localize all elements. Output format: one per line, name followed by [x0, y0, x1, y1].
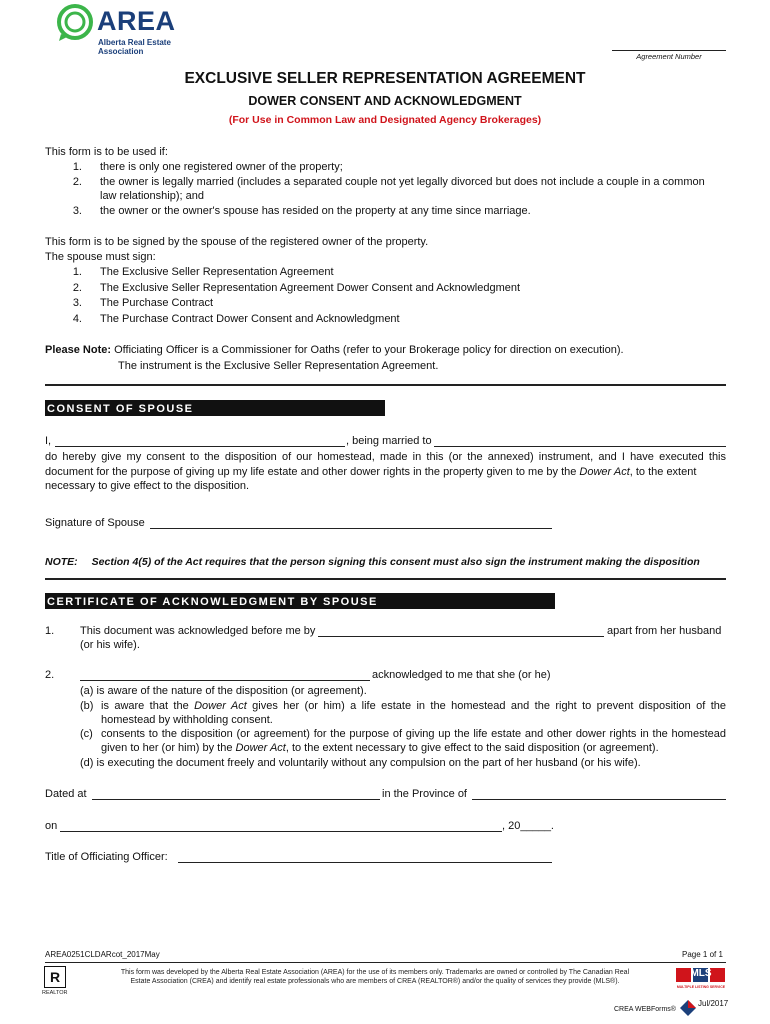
logo-word: AREA — [97, 6, 176, 36]
signing-item-3 — [62, 297, 213, 309]
usage-item-3 — [62, 205, 531, 217]
signing-item-4-number: 4. — [72, 313, 82, 325]
signing-item-3-number: 3. — [72, 297, 82, 309]
cert-sub-d-label: (d) — [80, 757, 94, 769]
cert-sub-a-text: is aware of the nature of the disposition (or agreement). — [96, 685, 367, 697]
consent-line-1a: I, — [45, 435, 52, 447]
owner-name-field[interactable] — [434, 446, 726, 447]
acknowledged-before-field[interactable] — [318, 636, 604, 637]
mls-logo-text — [676, 968, 726, 982]
usage-item-1-number: 1. — [72, 161, 82, 173]
realtor-label: REALTOR — [42, 990, 68, 996]
please-note-line-1: Officiating Officer is a Commissioner for Oaths (refer to your Brokerage policy for direction on execution). — [114, 344, 624, 356]
logo-rings-icon — [57, 4, 95, 42]
consent-heading: CONSENT OF SPOUSE — [45, 400, 385, 416]
act-note-label: NOTE: — [45, 556, 78, 568]
revision-date: Jul/2017 — [698, 999, 729, 1008]
signature-field[interactable] — [150, 528, 552, 529]
usage-item-2-number: 2. — [72, 176, 82, 188]
officer-title-field[interactable] — [178, 862, 552, 863]
cert-sub-b-text-c: gives her (or him) a life estate in the homestead and the right to prevent disposition of the — [246, 700, 726, 712]
signing-item-2-number: 2. — [72, 282, 82, 294]
cert-sub-c-line-2 — [101, 742, 659, 754]
usage-item-2-cont: law relationship); and — [100, 190, 204, 202]
usage-intro: This form is to be used if: — [45, 146, 168, 158]
cert-item-2-number: 2. — [45, 669, 55, 681]
cert-sub-b-line-1 — [101, 700, 726, 712]
mls-label: MLS — [690, 968, 712, 979]
area-logo-mark — [57, 4, 95, 42]
signing-item-4 — [62, 313, 400, 325]
section-divider — [45, 384, 726, 386]
cert-sub-a-label: (a) — [80, 685, 94, 697]
cert-item-2-text: acknowledged to me that she (or he) — [372, 669, 551, 681]
certificate-heading: CERTIFICATE OF ACKNOWLEDGMENT BY SPOUSE — [45, 593, 555, 609]
crea-webforms-label: CREA WEBForms® — [614, 1006, 676, 1013]
mls-sub-label: MULTIPLE LISTING SERVICE — [676, 985, 726, 989]
page-subtitle: DOWER CONSENT AND ACKNOWLEDGMENT — [248, 94, 522, 108]
crea-webforms-icon — [680, 1000, 696, 1016]
usage-item-3-text: the owner or the owner's spouse has resided on the property at any time since marriage. — [100, 205, 531, 217]
spouse-name-field[interactable] — [55, 446, 345, 447]
officer-title-label: Title of Officiating Officer: — [45, 851, 168, 863]
dower-act-ref-3: Dower Act — [235, 742, 286, 754]
cert-item-1-text-b: apart from her husband — [607, 625, 722, 637]
signing-item-2 — [62, 282, 520, 294]
usage-item-1 — [62, 161, 343, 173]
agreement-number-label: Agreement Number — [636, 52, 702, 61]
usage-item-2 — [62, 176, 705, 188]
signing-item-1 — [62, 266, 334, 278]
please-note-label: Please Note: — [45, 344, 112, 356]
province-label: in the Province of — [382, 788, 467, 800]
please-note — [45, 344, 624, 356]
form-code: AREA0251CLDARcot_2017May — [45, 950, 160, 959]
dated-at-label: Dated at — [45, 788, 87, 800]
logo-sub-1: Alberta Real Estate — [98, 38, 171, 47]
dated-at-field[interactable] — [92, 799, 380, 800]
cert-sub-c-label: (c) — [80, 728, 93, 740]
signing-item-4-text: The Purchase Contract Dower Consent and Acknowledgment — [100, 313, 400, 325]
cert-sub-b-text-a: is aware that the — [101, 700, 195, 712]
consent-line-3a: document for the purpose of giving up my life estate and other dower rights in the property given to me by the — [45, 466, 580, 478]
dower-act-ref-2: Dower Act — [194, 700, 247, 712]
cert-item-1-text-a: This document was acknowledged before me by — [80, 625, 316, 637]
cert-sub-c-line-1: consents to the disposition (or agreement) for the purpose of giving up the life estate and other dower rights in the homestead — [101, 728, 726, 740]
page-title: EXCLUSIVE SELLER REPRESENTATION AGREEMENT — [184, 70, 586, 87]
signing-line-2: The spouse must sign: — [45, 251, 156, 263]
agreement-number-line[interactable] — [612, 50, 726, 51]
cert-item-1-text-c: (or his wife). — [80, 639, 140, 651]
act-note-text: Section 4(5) of the Act requires that the person signing this consent must also sign the instrument making the disposition — [91, 556, 700, 568]
cert-sub-c-text-a: given to her (or him) by the — [101, 742, 236, 754]
signing-line-1: This form is to be signed by the spouse of the registered owner of the property. — [45, 236, 429, 248]
page-number: Page 1 of 1 — [682, 950, 723, 959]
cert-sub-d — [80, 757, 641, 769]
dower-act-ref: Dower Act — [579, 466, 630, 478]
consent-line-4: necessary to give effect to the disposition. — [45, 480, 250, 492]
cert-sub-a — [80, 685, 367, 697]
province-field[interactable] — [472, 799, 726, 800]
acknowledging-spouse-field[interactable] — [80, 680, 370, 681]
on-label: on — [45, 820, 58, 832]
cert-sub-d-text: is executing the document freely and voluntarily without any compulsion on the part of her husband (or his wife). — [96, 757, 641, 769]
act-note — [45, 556, 700, 568]
cert-sub-b-line-2: homestead by withholding consent. — [101, 714, 273, 726]
consent-line-3 — [45, 466, 726, 478]
disclaimer-line-1: This form was developed by the Alberta Real Estate Association (AREA) for the use of its members only. Trademarks are owned or controlled by The Canadian Real — [120, 969, 630, 976]
signing-item-3-text: The Purchase Contract — [100, 297, 214, 309]
usage-item-3-number: 3. — [72, 205, 82, 217]
section-divider-2 — [45, 578, 726, 580]
consent-line-1b: , being married to — [346, 435, 432, 447]
consent-line-2: do hereby give my consent to the disposition of our homestead, made in this (or the annexed) instrument, and I have executed this — [45, 451, 726, 463]
realtor-r-icon: R — [44, 966, 66, 988]
usage-item-1-text: there is only one registered owner of the property; — [100, 161, 343, 173]
usage-item-2-text: the owner is legally married (includes a separated couple not yet legally divorced but does not include a couple in a common — [100, 176, 705, 188]
signing-item-1-text: The Exclusive Seller Representation Agreement — [100, 266, 334, 278]
footer-divider — [45, 962, 726, 963]
cert-item-1-number: 1. — [45, 625, 55, 637]
cert-sub-b-label: (b) — [80, 700, 94, 712]
usage-note: (For Use in Common Law and Designated Agency Brokerages) — [228, 114, 542, 126]
logo-sub-2: Association — [98, 47, 144, 56]
disclaimer-line-2: Estate Association (CREA) and identify real estate professionals who are members of CREA (REALTOR®) and/or the quality of services they provide (MLS®). — [130, 978, 620, 985]
signature-label: Signature of Spouse — [45, 517, 145, 529]
signing-item-1-number: 1. — [72, 266, 82, 278]
consent-line-3c: , to the extent — [629, 466, 697, 478]
date-field[interactable] — [60, 831, 502, 832]
year-field[interactable]: , 20_____. — [502, 820, 554, 832]
cert-sub-c-text-c: , to the extent necessary to give effect to the said disposition (or agreement). — [285, 742, 659, 754]
signing-item-2-text: The Exclusive Seller Representation Agreement Dower Consent and Acknowledgment — [100, 282, 521, 294]
please-note-line-2: The instrument is the Exclusive Seller Representation Agreement. — [118, 360, 439, 372]
